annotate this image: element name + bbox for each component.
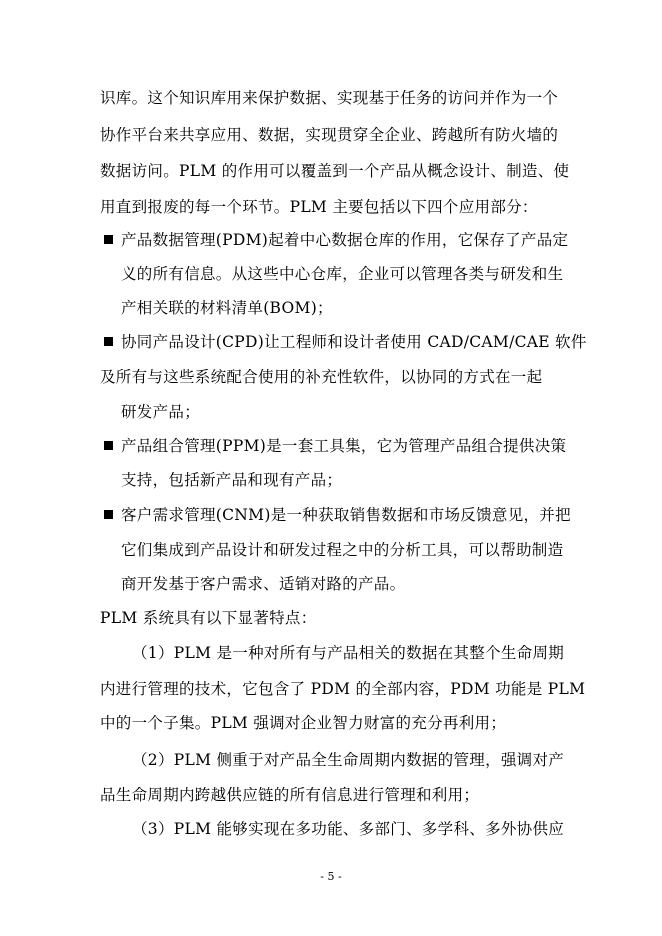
- bullet-line: 义的所有信息。从这些中心仓库，企业可以管理各类与研发和生: [121, 265, 564, 283]
- bullet-line: 客户需求管理(CNM)是一种获取销售数据和市场反馈意见，并把: [121, 506, 571, 524]
- bullet-line: 产相关联的材料清单(BOM)；: [121, 299, 333, 317]
- bullet-square-icon: [104, 441, 113, 450]
- bullet-square-icon: [104, 235, 113, 244]
- feature-line: 中的一个子集。PLM 强调对企业智力财富的充分再利用；: [100, 714, 507, 732]
- page-number: - 5 -: [320, 870, 342, 883]
- intro-line: 用直到报废的每一个环节。PLM 主要包括以下四个应用部分：: [100, 198, 538, 216]
- bullet-square-icon: [104, 337, 113, 346]
- feature-line: （2）PLM 侧重于对产品全生命周期内数据的管理，强调对产: [132, 751, 565, 769]
- bullet-line: 研发产品；: [121, 403, 201, 421]
- bullet-line: 它们集成到产品设计和研发过程之中的分析工具，可以帮助制造: [121, 541, 564, 559]
- feature-line: （1）PLM 是一种对所有与产品相关的数据在其整个生命周期: [132, 644, 565, 662]
- bullet-line: 商开发基于客户需求、适销对路的产品。: [121, 575, 406, 593]
- feature-line: （3）PLM 能够实现在多功能、多部门、多学科、多外协供应: [132, 820, 565, 838]
- bullet-line: 及所有与这些系统配合使用的补充性软件，以协同的方式在一起: [100, 368, 543, 386]
- bullet-square-icon: [104, 510, 113, 519]
- intro-line: 协作平台来共享应用、数据，实现贯穿全企业、跨越所有防火墙的: [100, 126, 559, 144]
- intro-line: 数据访问。PLM 的作用可以覆盖到一个产品从概念设计、制造、使: [100, 162, 570, 180]
- feature-line: 品生命周期内跨越供应链的所有信息进行管理和利用；: [100, 786, 480, 804]
- bullet-line: 产品数据管理(PDM)起着中心数据仓库的作用，它保存了产品定: [121, 231, 569, 249]
- bullet-line: 产品组合管理(PPM)是一套工具集，它为管理产品组合提供决策: [121, 437, 567, 455]
- bullet-line: 支持，包括新产品和现有产品；: [121, 471, 343, 489]
- feature-line: 内进行管理的技术，它包含了 PDM 的全部内容，PDM 功能是 PLM: [100, 680, 586, 698]
- intro-line: 识库。这个知识库用来保护数据、实现基于任务的访问并作为一个: [100, 89, 559, 107]
- features-heading: PLM 系统具有以下显著特点：: [100, 609, 317, 627]
- bullet-line: 协同产品设计(CPD)让工程师和设计者使用 CAD/CAM/CAE 软件: [121, 333, 587, 351]
